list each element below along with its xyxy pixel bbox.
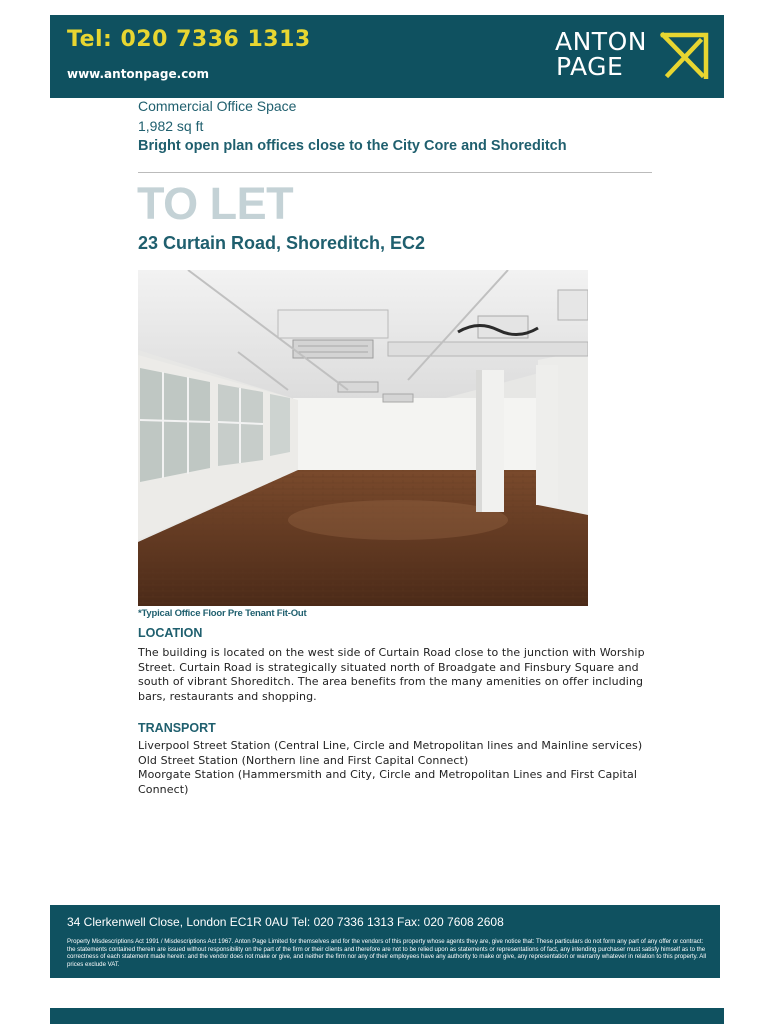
property-tagline: Bright open plan offices close to the City Core and Shoreditch [138,138,567,154]
office-interior-photo [138,270,588,606]
property-size: 1,982 sq ft [138,118,204,134]
company-logo [555,29,657,79]
location-text: The building is located on the west side of Curtain Road close to the junction with Worship Street. Curtain Road is strategically situated north of Broadgate and Finsbury Square and south of vibrant Shoreditch. The area benefits from the many amenities on offer including bars, restaurants and shopping. [138,646,645,703]
transport-line: Liverpool Street Station (Central Line, Circle and Metropolitan lines and Mainline services) [138,739,643,752]
location-heading: LOCATION [138,626,203,640]
logo-x-mark-icon [660,31,709,79]
property-address: 23 Curtain Road, Shoreditch, EC2 [138,233,426,253]
bottom-bar [50,1008,724,1024]
header-band [50,15,724,98]
photo-caption: *Typical Office Floor Pre Tenant Fit-Out [138,608,307,619]
footer-contact: 34 Clerkenwell Close, London EC1R 0AU Tel: 020 7336 1313 Fax: 020 7608 2608 [67,915,504,929]
to-let-heading: TO LET [137,178,294,229]
property-type: Commercial Office Space [138,98,297,114]
header-website[interactable]: www.antonpage.com [67,67,210,81]
transport-line: Old Street Station (Northern line and First Capital Connect) [138,753,469,767]
footer-disclaimer: Property Misdescriptions Act 1991 / Misdescriptions Act 1967. Anton Page Limited for themselves and for the vendors of this property whose agents they are, give notice that: These particulars do not form any part of any offer or contract: the statements contained therein are issued without responsibility on the part of the firm or their clients and therefore are not to be relied upon as statements or representations of fact, any intending purchaser must satisfy himself as to the correctness of each statement made herein: and the vendor does not make or give, and neither the firm nor any of their employees have any authority to make or give, any representation or warranty whatever in relation to this property. All prices exclude VAT. [67,938,707,968]
divider [138,172,652,173]
footer-band [50,905,720,978]
logo-word-anton: ANTON [555,27,647,56]
transport-line: Moorgate Station (Hammersmith and City, Circle and Metropolitan Lines and First Capital Connect) [138,768,637,796]
header-telephone: Tel: 020 7336 1313 [67,27,311,52]
logo-word-page: PAGE [556,52,624,81]
transport-heading: TRANSPORT [138,721,216,735]
transport-list [138,739,653,797]
